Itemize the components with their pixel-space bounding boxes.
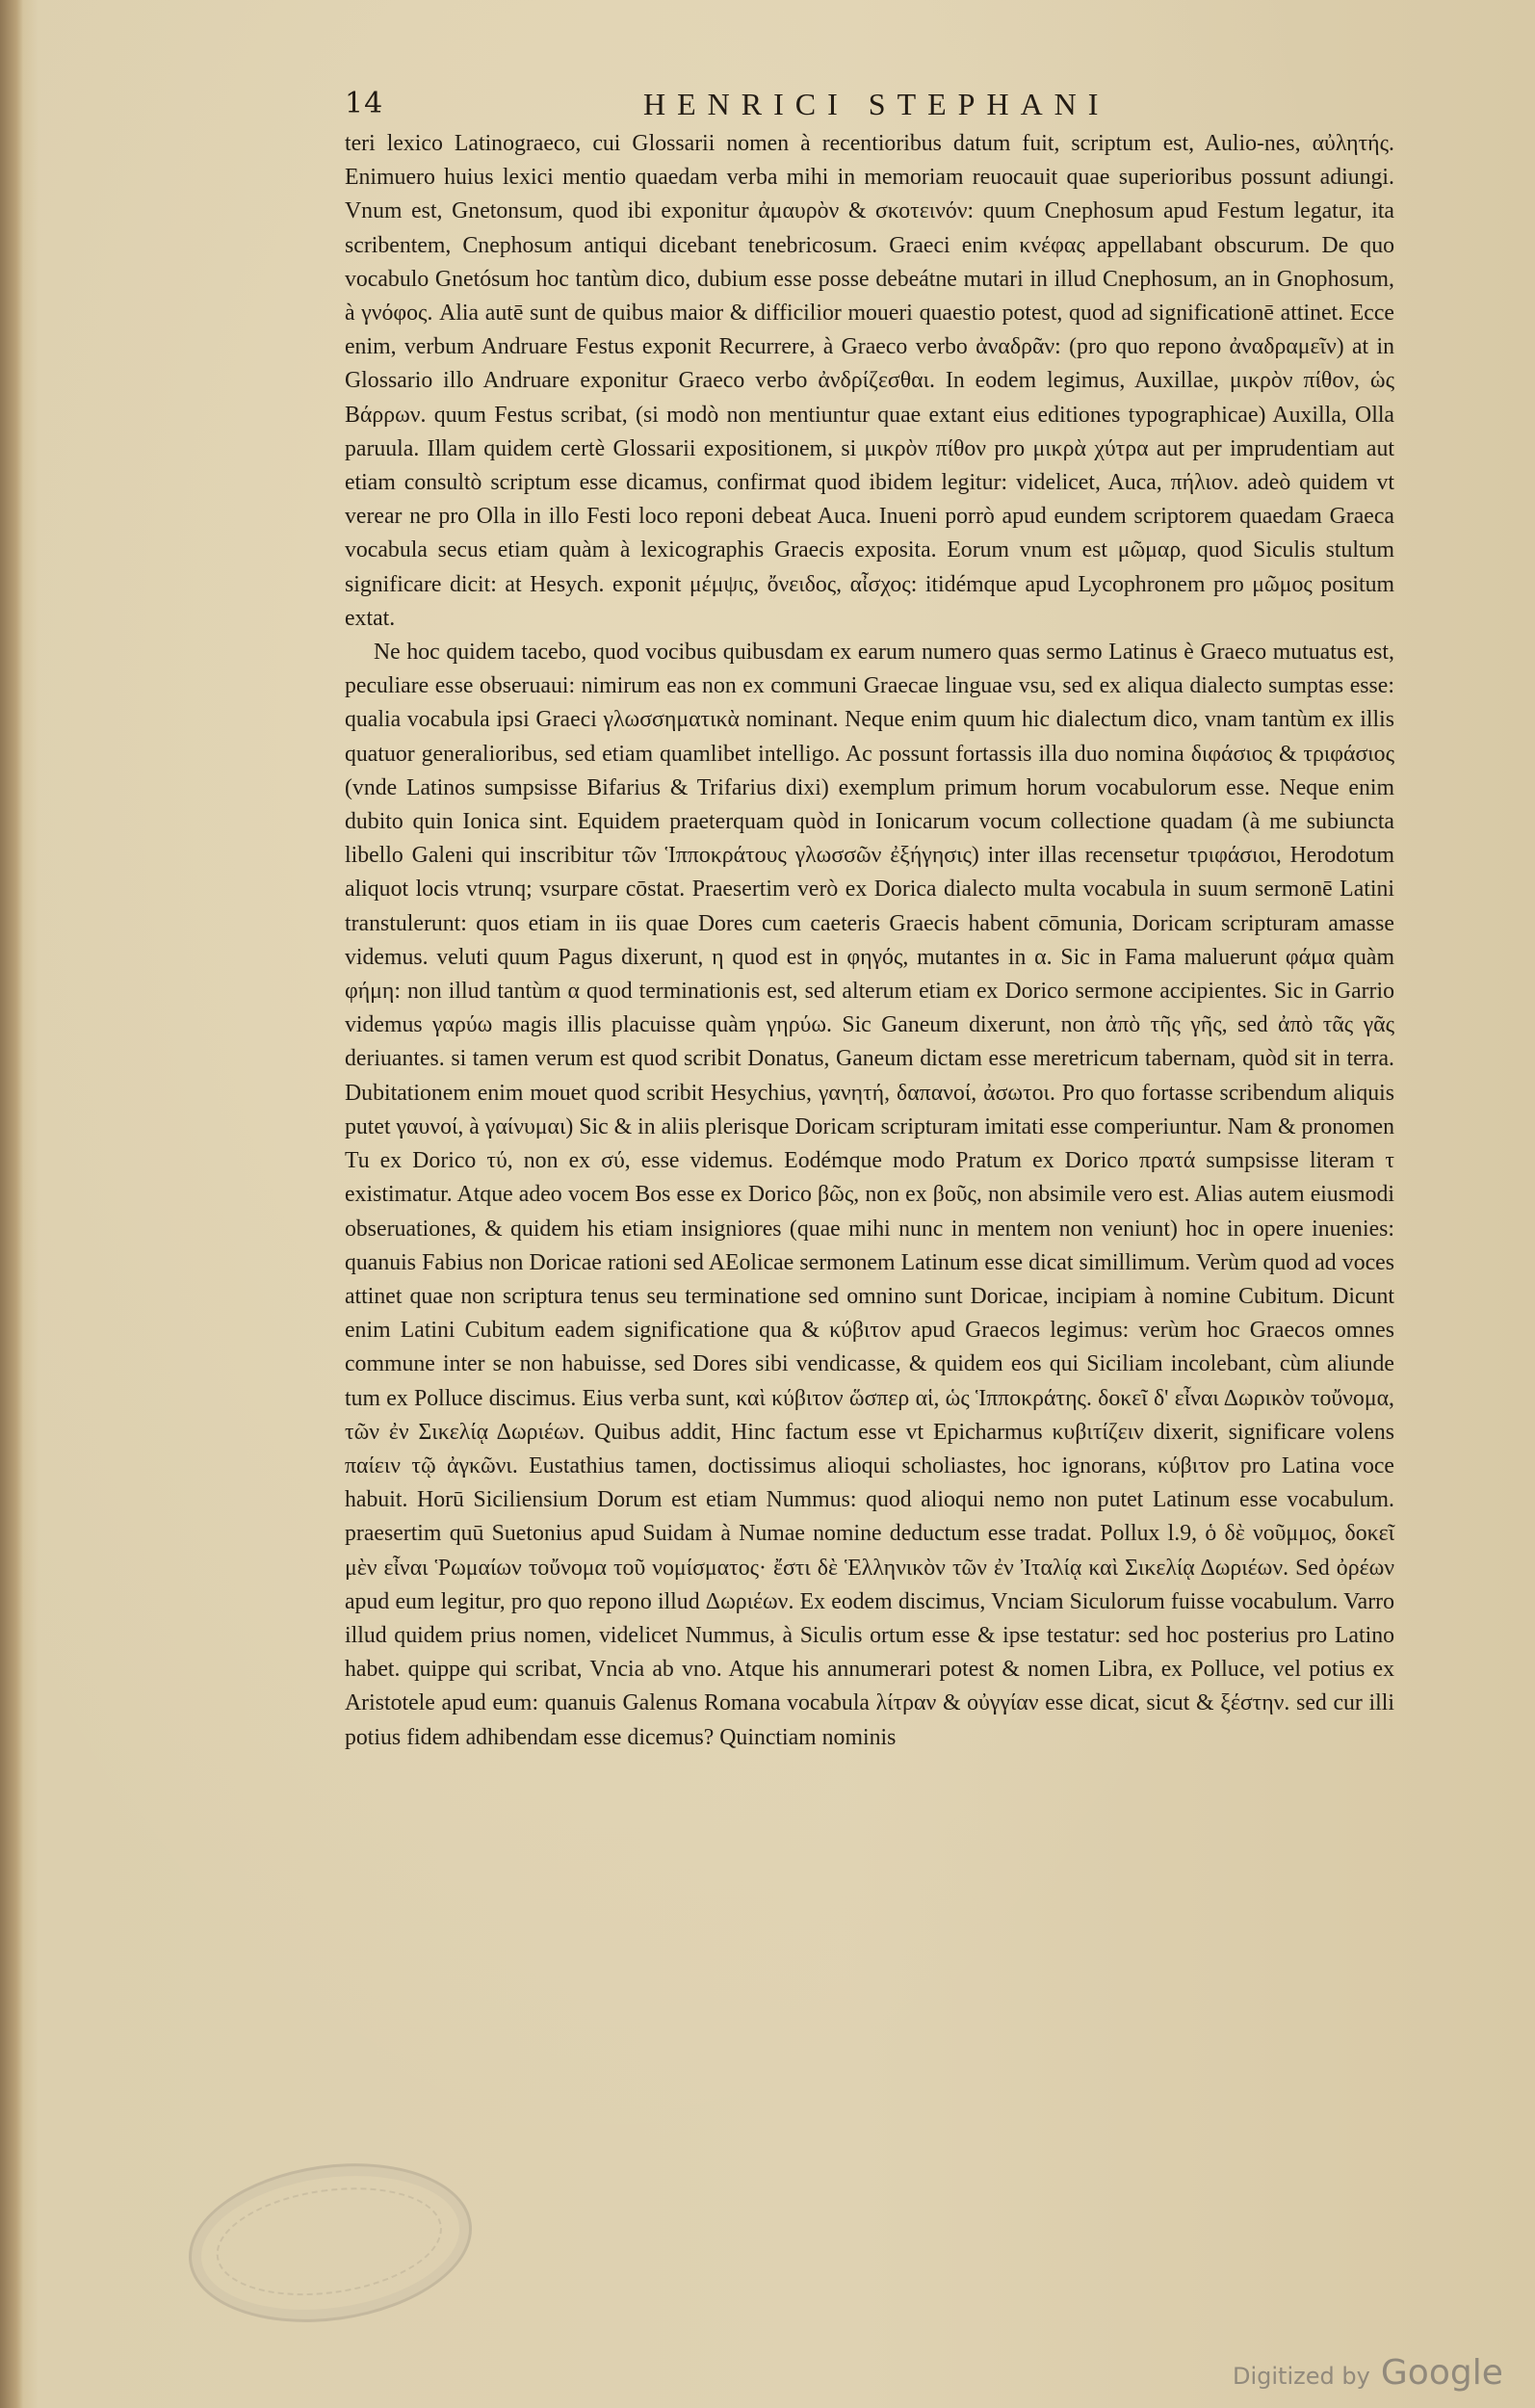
digitized-by-text: Digitized by	[1233, 2363, 1370, 2390]
running-head: HENRICI STEPHANI	[643, 87, 1110, 121]
body-text	[345, 127, 1394, 1755]
paragraph-1: teri lexico Latinograeco, cui Glossarii nomen à recentioribus datum fuit, scriptum est, Aulio-nes, αὐλητής. Enimuero huius lexici mentio quaedam verba mihi in memoriam reuocauit quae superioribus possunt adiungi. Vnum est, Gnetonsum, quod ibi exponitur ἀμαυρὸν & σκοτεινόν: quum Cnephosum apud Festum legatur, ita scribentem, Cnephosum antiqui dicebant tenebricosum. Graeci enim κνέφας appellabant obscurum. De quo vocabulo Gnetósum hoc tantùm dico, dubium esse posse debeátne mutari in illud Cnephosum, an in Gnophosum, à γνόφος. Alia autē sunt de quibus maior & difficilior moueri quaestio potest, quod ad significationē attinet. Ecce enim, verbum Andruare Festus exponit Recurrere, à Graeco verbo ἀναδρᾶν: (pro quo repono ἀναδραμεῖν) at in Glossario illo Andruare exponitur Graeco verbo ἀνδρίζεσθαι. In eodem legimus, Auxillae, μικρὸν πίθον, ὡς Βάρρων. quum Festus scribat, (si modò non mentiuntur quae extant eius editiones typographicae) Auxilla, Olla paruula. Illam quidem certè Glossarii expositionem, si μικρὸν πίθον pro μικρὰ χύτρα aut per imprudentiam aut etiam consultò scriptum esse dicamus, confirmat quod ibidem legitur: videlicet, Auca, πήλιον. adeò quidem vt verear ne pro Olla in illo Festi loco reponi debeat Auca. Inueni porrò apud eundem scriptorem quaedam Graeca vocabula secus etiam quàm à lexicographis Graecis exposita. Eorum vnum est μῶμαρ, quod Siculis stultum significare dicit: at Hesych. exponit μέμψις, ὄνειδος, αἶσχος: itidémque apud Lycophronem pro μῶμος positum extat.	[345, 131, 1394, 631]
page-number: 14	[345, 87, 384, 120]
binding-gutter	[0, 0, 23, 2408]
google-logo-text: Google	[1380, 2353, 1503, 2393]
library-stamp	[178, 2146, 482, 2340]
paragraph-2: Ne hoc quidem tacebo, quod vocibus quibusdam ex earum numero quas sermo Latinus è Graeco mutuatus est, peculiare esse obseruaui: nimirum eas non ex communi Graecae linguae vsu, sed ex aliqua dialecto sumptas esse: qualia vocabula ipsi Graeci γλωσσηματικὰ nominant. Neque enim quum hic dialectum dico, vnam tantùm ex illis quatuor generalioribus, sed etiam quamlibet intelligo. Ac possunt fortassis illa duo nomina διφάσιος & τριφάσιος (vnde Latinos sumpsisse Bifarius & Trifarius dixi) exemplum primum horum vocabulorum esse. Neque enim dubito quin Ionica sint. Equidem praeterquam quòd in Ionicarum vocum collectione quadam (à me subiuncta libello Galeni qui inscribitur τῶν Ἱπποκράτους γλωσσῶν ἐξήγησις) inter illas recensetur τριφάσιοι, Herodotum aliquot locis vtrunq; vsurpare cōstat. Praesertim verò ex Dorica dialecto multa vocabula in suum sermonē Latini transtulerunt: quos etiam in iis quae Dores cum caeteris Graecis habent cōmunia, Doricam scripturam amasse videmus. veluti quum Pagus dixerunt, η quod est in φηγός, mutantes in α. Sic in Fama maluerunt φάμα quàm φήμη: non illud tantùm α quod terminationis est, sed alterum etiam ex Dorico sermone accipientes. Sic in Garrio videmus γαρύω magis illis placuisse quàm γηρύω. Sic Ganeum dixerunt, non ἀπὸ τῆς γῆς, sed ἀπὸ τᾶς γᾶς deriuantes. si tamen verum est quod scribit Donatus, Ganeum dictam esse meretricum tabernam, quòd sit in terra. Dubitationem enim mouet quod scribit Hesychius, γανητή, δαπανοί, ἀσωτοι. Pro quo fortasse scribendum aliquis putet γαυνοί, à γαίνυμαι) Sic & in aliis plerisque Doricam scripturam imitati esse comperiuntur. Nam & pronomen Tu ex Dorico τύ, non ex σύ, esse videmus. Eodémque modo Pratum ex Dorico πρατά sumpsisse literam τ existimatur. Atque adeo vocem Bos esse ex Dorico βῶς, non ex βοῦς, non absimile vero est. Alias autem eiusmodi obseruationes, & quidem his etiam insigniores (quae mihi nunc in mentem non veniunt) hoc in opere inuenies: quanuis Fabius non Doricae rationi sed AEolicae sermonem Latinum esse dicat simillimum. Verùm quod ad voces attinet quae non scriptura tenus seu terminatione sed omnino sunt Doricae, incipiam à nomine Cubitum. Dicunt enim Latini Cubitum eadem significatione qua & κύβιτον apud Graecos legimus: verùm hoc Graecos omnes commune inter se non habuisse, sed Dores sibi vendicasse, & quidem eos qui Siciliam incolebant, cùm aliunde tum ex Polluce discimus. Eius verba sunt, καὶ κύβιτον ὥσπερ αἱ, ὡς Ἱπποκράτης. δοκεῖ δ' εἶναι Δωρικὸν τοὔνομα, τῶν ἐν Σικελίᾳ Δωριέων. Quibus addit, Hinc factum esse vt Epicharmus κυβιτίζειν dixerit, significare volens παίειν τῷ ἀγκῶνι. Eustathius tamen, doctissimus alioqui scholiastes, hoc ignorans, κύβιτον pro Latina voce habuit. Horū Siciliensium Dorum est etiam Nummus: quod alioqui nemo non putet Latinum esse vocabulum. praesertim quū Suetonius apud Suidam à Numae nomine deductum esse tradat. Pollux l.9, ὁ δὲ νοῦμμος, δοκεῖ μὲν εἶναι Ῥωμαίων τοὔνομα τοῦ νομίσματος· ἔστι δὲ Ἑλληνικὸν τῶν ἐν Ἰταλίᾳ καὶ Σικελίᾳ Δωριέων. Sed ὀρέων apud eum legitur, pro quo repono illud Δωριέων. Ex eodem discimus, Vnciam Siculorum fuisse vocabulum. Varro illud quidem prius nomen, videlicet Nummus, à Siculis ortum esse & ipse testatur: sed hoc posterius pro Latino habet. quippe qui scribat, Vncia ab vno. Atque his annumerari potest & nomen Libra, ex Polluce, vel potius ex Aristotele apud eum: quanuis Galenus Romana vocabula λίτραν & οὐγγίαν esse dicat, sicut & ξέστην. sed cur illi potius fidem adhibendam esse dicemus? Quinctiam nominis	[345, 640, 1394, 1750]
library-stamp-inner-ring	[209, 2174, 449, 2309]
google-watermark	[1233, 2353, 1503, 2393]
